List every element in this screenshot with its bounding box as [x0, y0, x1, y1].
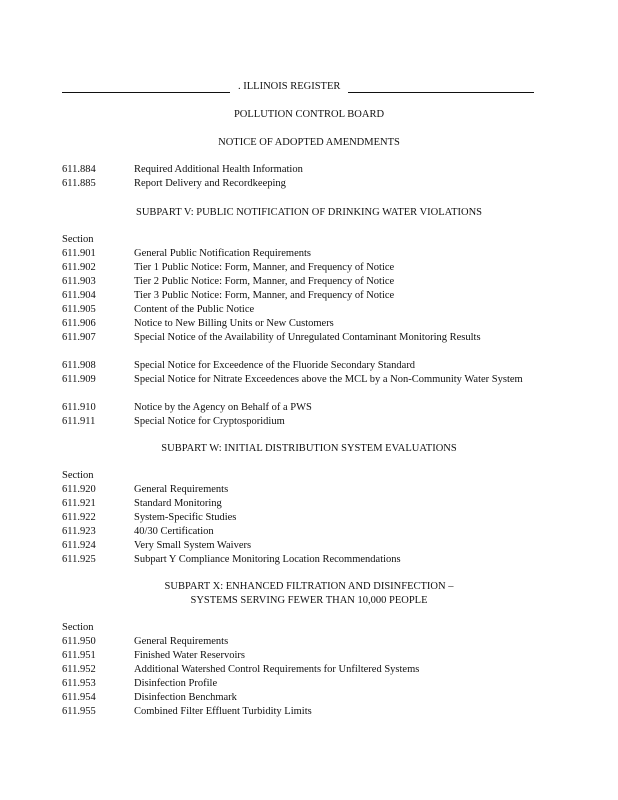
section-number: 611.910 [62, 402, 96, 413]
section-title: Special Notice for Nitrate Exceedences above the MCL by a Non-Community Water System [134, 374, 523, 385]
section-title: Notice by the Agency on Behalf of a PWS [134, 402, 312, 413]
register-header [62, 80, 534, 94]
section-number: 611.951 [62, 650, 96, 661]
section-number: 611.905 [62, 304, 96, 315]
agency-name: POLLUTION CONTROL BOARD [233, 109, 385, 120]
section-title: Subpart Y Compliance Monitoring Location Recommendations [134, 554, 401, 565]
subpart-v-heading: SUBPART V: PUBLIC NOTIFICATION OF DRINKING WATER VIOLATIONS [136, 207, 482, 218]
section-title: Additional Watershed Control Requirements for Unfiltered Systems [134, 664, 420, 675]
subpart-w-heading: SUBPART W: INITIAL DISTRIBUTION SYSTEM EVALUATIONS [161, 443, 457, 454]
section-number: 611.903 [62, 276, 96, 287]
section-number: 611.920 [62, 484, 96, 495]
section-number: 611.950 [62, 636, 96, 647]
section-title: Standard Monitoring [134, 498, 222, 509]
section-title: Notice to New Billing Units or New Customers [134, 318, 334, 329]
section-title: System-Specific Studies [134, 512, 237, 523]
section-label: Section [62, 234, 94, 245]
section-number: 611.911 [62, 416, 96, 427]
section-title: Report Delivery and Recordkeeping [134, 178, 286, 189]
section-title: Special Notice for Exceedence of the Fluoride Secondary Standard [134, 360, 416, 371]
section-number: 611.901 [62, 248, 96, 259]
section-number: 611.884 [62, 164, 96, 175]
section-number: 611.906 [62, 318, 96, 329]
section-title: General Requirements [134, 636, 229, 647]
section-title: Disinfection Profile [134, 678, 218, 689]
section-title: Tier 2 Public Notice: Form, Manner, and Frequency of Notice [134, 276, 395, 287]
section-number: 611.922 [62, 512, 96, 523]
section-number: 611.904 [62, 290, 96, 301]
register-title: . ILLINOIS REGISTER [238, 81, 341, 92]
section-number: 611.885 [62, 178, 96, 189]
section-label: Section [62, 622, 94, 633]
section-title: 40/30 Certification [134, 526, 214, 537]
section-number: 611.924 [62, 540, 96, 551]
section-number: 611.952 [62, 664, 96, 675]
section-number: 611.908 [62, 360, 96, 371]
section-number: 611.902 [62, 262, 96, 273]
section-number: 611.953 [62, 678, 96, 689]
section-title: Finished Water Reservoirs [134, 650, 245, 661]
section-number: 611.921 [62, 498, 96, 509]
section-number: 611.923 [62, 526, 96, 537]
section-title: Special Notice of the Availability of Unregulated Contaminant Monitoring Results [134, 332, 481, 343]
header-rule-right [348, 92, 534, 93]
section-title: Combined Filter Effluent Turbidity Limits [134, 706, 312, 717]
subpart-x-heading: SUBPART X: ENHANCED FILTRATION AND DISINFECTION – [164, 581, 454, 592]
section-title: Tier 1 Public Notice: Form, Manner, and Frequency of Notice [134, 262, 395, 273]
section-number: 611.925 [62, 554, 96, 565]
section-title: Disinfection Benchmark [134, 692, 237, 703]
section-number: 611.907 [62, 332, 96, 343]
section-title: General Public Notification Requirements [134, 248, 311, 259]
section-title: Special Notice for Cryptosporidium [134, 416, 285, 427]
section-title: General Requirements [134, 484, 229, 495]
section-number: 611.955 [62, 706, 96, 717]
section-title: Very Small System Waivers [134, 540, 252, 551]
section-title: Required Additional Health Information [134, 164, 303, 175]
section-number: 611.954 [62, 692, 96, 703]
subpart-x-heading-continued: SYSTEMS SERVING FEWER THAN 10,000 PEOPLE [190, 595, 428, 606]
section-title: Content of the Public Notice [134, 304, 255, 315]
notice-title: NOTICE OF ADOPTED AMENDMENTS [218, 137, 400, 148]
header-rule-left [62, 92, 230, 93]
section-title: Tier 3 Public Notice: Form, Manner, and Frequency of Notice [134, 290, 395, 301]
section-label: Section [62, 470, 94, 481]
section-number: 611.909 [62, 374, 96, 385]
